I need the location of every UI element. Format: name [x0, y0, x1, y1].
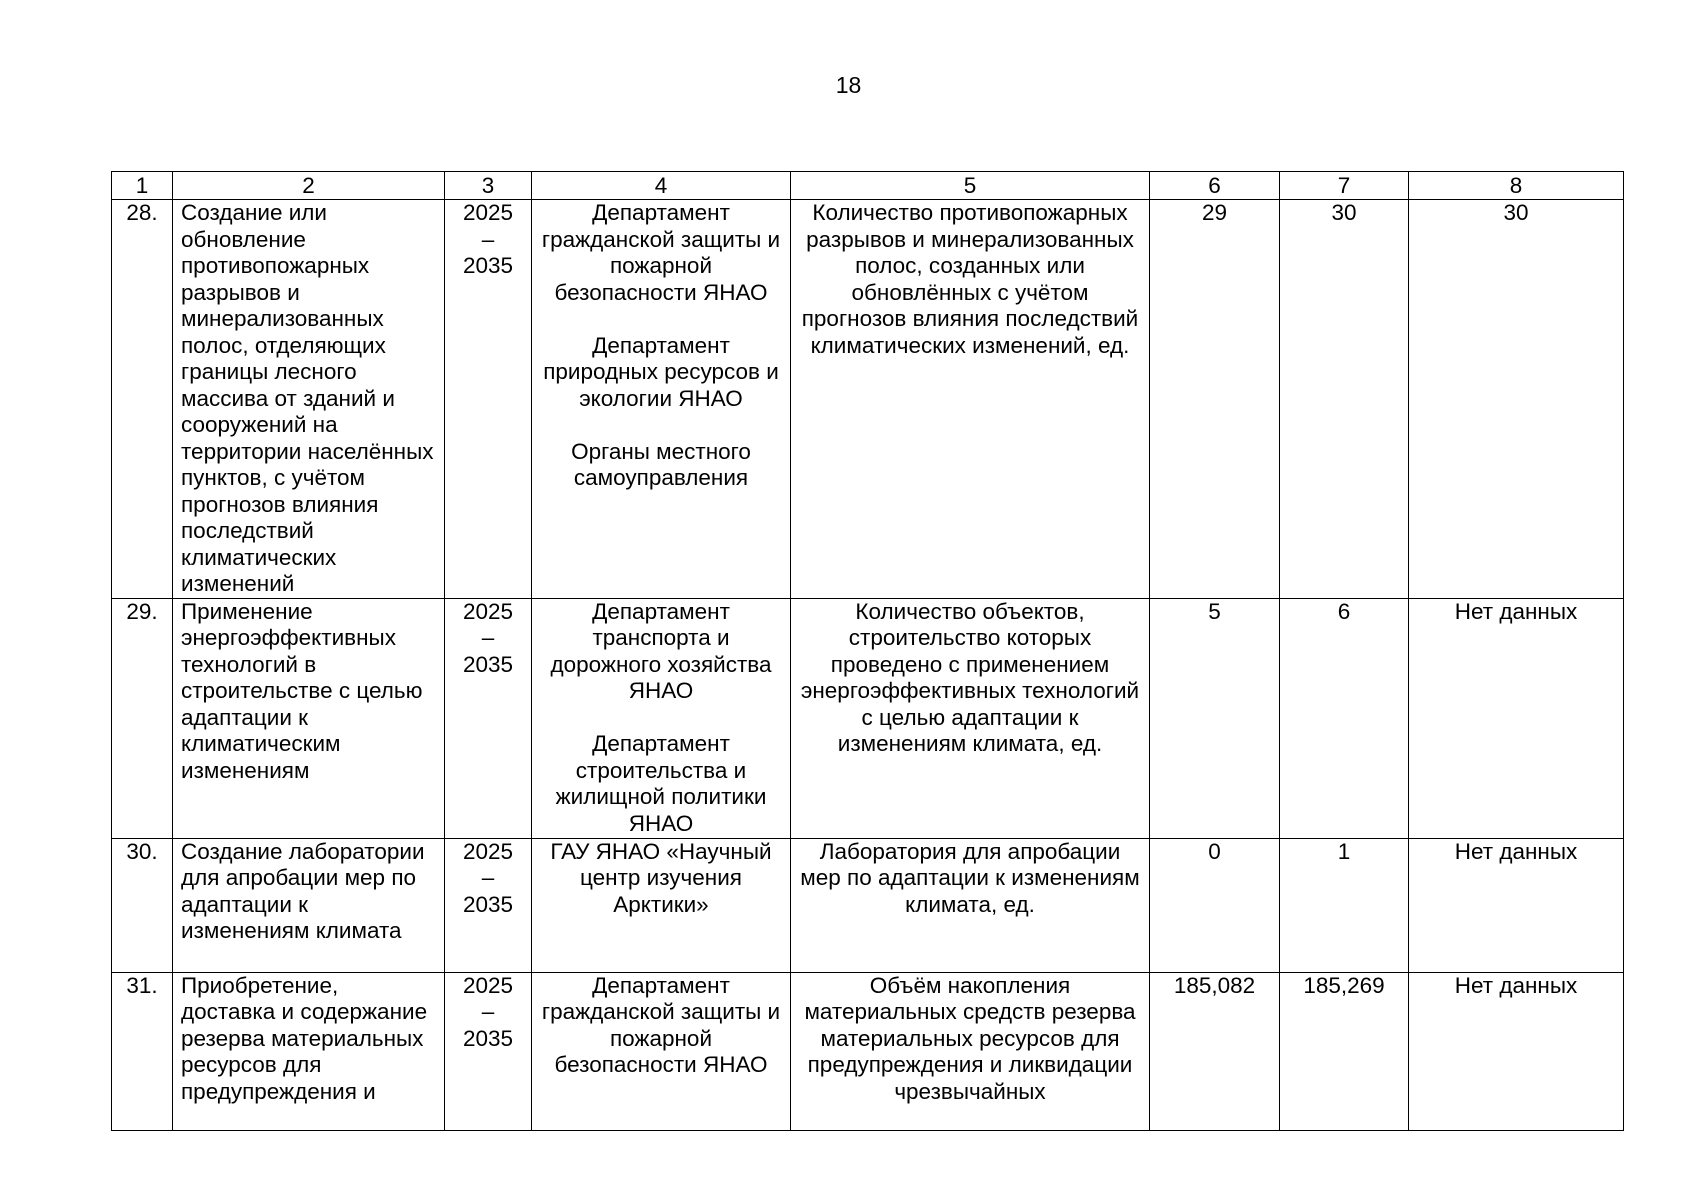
responsible-organizations	[532, 972, 791, 1130]
period-end: 2035	[462, 891, 514, 917]
value-col-7: 6	[1280, 598, 1409, 838]
column-header: 6	[1150, 172, 1280, 200]
table-header-row	[112, 172, 1624, 200]
column-header: 7	[1280, 172, 1409, 200]
table-row	[112, 598, 1624, 838]
period-dash: –	[481, 226, 495, 252]
measure-name: Создание или обновление противопожарных разрывов и минерализованных полос, отделяющих границы лесного массива от зданий и сооружений на территории населённых пунктов, с учётом прогнозов влияния последствий климатических изменений	[173, 200, 445, 599]
value-col-7: 185,269	[1280, 972, 1409, 1130]
period-dash: –	[481, 625, 495, 650]
organization: Департамент гражданской защиты и пожарной безопасности ЯНАО	[541, 200, 781, 305]
implementation-period	[445, 598, 532, 838]
implementation-period	[445, 972, 532, 1130]
period-end: 2035	[462, 651, 514, 677]
column-header: 3	[445, 172, 532, 200]
row-number: 29.	[112, 598, 173, 838]
value-col-8: Нет данных	[1409, 972, 1624, 1130]
period-start: 2025	[462, 598, 514, 624]
column-header: 1	[112, 172, 173, 200]
row-number: 28.	[112, 200, 173, 599]
value-col-8: 30	[1409, 200, 1624, 599]
responsible-organizations	[532, 200, 791, 599]
column-header: 4	[532, 172, 791, 200]
column-header: 8	[1409, 172, 1624, 200]
page-number: 18	[835, 72, 862, 98]
responsible-organizations	[532, 598, 791, 838]
period-dash: –	[481, 865, 495, 890]
value-col-6: 185,082	[1150, 972, 1280, 1130]
indicator: Объём накопления материальных средств резерва материальных ресурсов для предупреждения и ликвидации чрезвычайных	[791, 972, 1150, 1130]
value-col-6: 29	[1150, 200, 1280, 599]
value-col-8: Нет данных	[1409, 838, 1624, 972]
period-start: 2025	[462, 200, 514, 225]
table-row	[112, 838, 1624, 972]
organization: Органы местного самоуправления	[571, 438, 751, 490]
responsible-organizations	[532, 838, 791, 972]
measure-name: Применение энергоэффективных технологий в строительстве с целью адаптации к климатическим изменениям	[173, 598, 445, 838]
value-col-7: 30	[1280, 200, 1409, 599]
period-dash: –	[481, 999, 495, 1024]
table-row	[112, 200, 1624, 599]
measures-table	[111, 171, 1624, 1131]
value-col-8: Нет данных	[1409, 598, 1624, 838]
implementation-period	[445, 200, 532, 599]
indicator: Количество противопожарных разрывов и минерализованных полос, созданных или обновлённых с учётом прогнозов влияния последствий климатических изменений, ед.	[791, 200, 1150, 599]
period-start: 2025	[462, 972, 514, 998]
organization: ГАУ ЯНАО «Научный центр изучения Арктики»	[550, 838, 772, 917]
measure-name: Создание лаборатории для апробации мер по адаптации к изменениям климата	[173, 838, 445, 972]
table-row	[112, 972, 1624, 1130]
value-col-7: 1	[1280, 838, 1409, 972]
organization: Департамент гражданской защиты и пожарной безопасности ЯНАО	[541, 972, 781, 1077]
implementation-period	[445, 838, 532, 972]
row-number: 30.	[112, 838, 173, 972]
indicator: Количество объектов, строительство которых проведено с применением энергоэффективных технологий с целью адаптации к изменениям климата, ед.	[791, 598, 1150, 838]
indicator: Лаборатория для апробации мер по адаптации к изменениям климата, ед.	[791, 838, 1150, 972]
value-col-6: 5	[1150, 598, 1280, 838]
organization: Департамент строительства и жилищной политики ЯНАО	[555, 731, 767, 836]
period-end: 2035	[462, 253, 514, 278]
organization: Департамент транспорта и дорожного хозяйства ЯНАО	[550, 598, 772, 703]
measure-name: Приобретение, доставка и содержание резерва материальных ресурсов для предупреждения и	[173, 972, 445, 1130]
column-header: 2	[173, 172, 445, 200]
organization: Департамент природных ресурсов и экологии ЯНАО	[543, 332, 779, 411]
value-col-6: 0	[1150, 838, 1280, 972]
column-header: 5	[791, 172, 1150, 200]
row-number: 31.	[112, 972, 173, 1130]
period-start: 2025	[462, 838, 514, 864]
period-end: 2035	[462, 1025, 514, 1051]
